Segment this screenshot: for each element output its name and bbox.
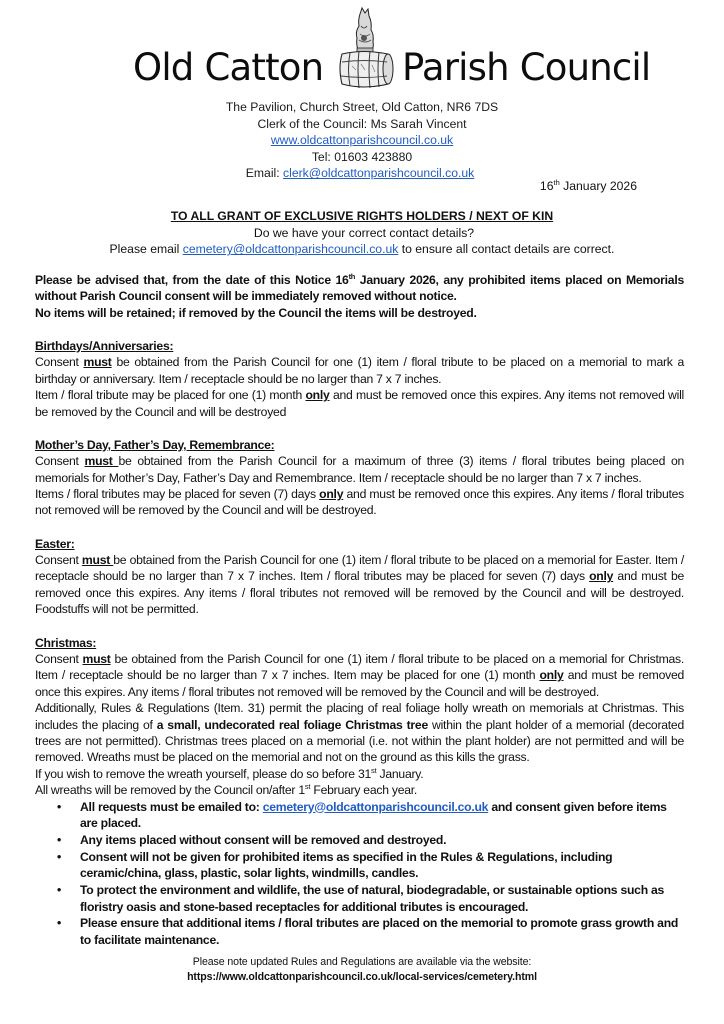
section-paragraph — [35, 651, 684, 700]
clerk-name: Clerk of the Council: Ms Sarah Vincent — [257, 116, 467, 131]
text: All wreaths will be removed by the Council on/after 1 — [35, 783, 305, 798]
date-suffix: th — [553, 177, 560, 187]
list-item — [35, 882, 684, 915]
emphasis: must — [84, 454, 119, 469]
section-paragraph — [35, 453, 684, 486]
text: be obtained from the Parish Council for a maximum of three (3) items / floral tributes being placed on memorials for Mother’s Day, Father’s Day and Remembrance. Item / receptacle should be no larger than 7 x 7 inches. — [35, 454, 685, 485]
text: All requests must be emailed to: — [80, 799, 263, 814]
text: Any items placed without consent will be removed and destroyed. — [80, 832, 447, 847]
text: and consent given before items are placed. — [80, 799, 667, 830]
footer — [0, 955, 724, 985]
date-day: 16 — [539, 179, 554, 193]
section-paragraph — [35, 782, 684, 798]
text: Items / floral tributes may be placed for seven (7) days — [35, 487, 320, 502]
ordinal-suffix: st — [304, 782, 311, 792]
masthead — [0, 0, 724, 96]
notice-date — [540, 178, 637, 194]
text: Consent — [35, 454, 85, 469]
emphasis: only — [539, 668, 564, 683]
contact-email-line — [0, 241, 724, 258]
rules-list — [35, 799, 684, 949]
emphasis: only — [305, 388, 330, 403]
bullet-icon: • — [57, 916, 62, 931]
intro-block — [35, 272, 684, 321]
email-pre: Please email — [109, 242, 183, 257]
section-birthdays — [35, 338, 684, 420]
text: within the plant holder of a memorial (decorated trees are not permitted). Christmas trees placed on a memorial (i.e. not within the plant holder) are not permitted and will be removed. Wreaths must be placed on the memorial and not on the ground as this kills the grass. — [35, 717, 684, 765]
intro-text: Please be advised that, from the date of this Notice 16 — [35, 273, 349, 287]
text: February each year. — [310, 783, 418, 798]
list-item — [35, 832, 684, 848]
text: Consent — [35, 355, 84, 370]
text: be obtained from the Parish Council for one (1) item / floral tribute to be placed on a memorial to mark a birthday or anniversary. Item / receptacle should be no larger than 7 x 7 inches. — [35, 355, 685, 386]
intro-retention: No items will be retained; if removed by the Council the items will be destroyed. — [35, 305, 477, 320]
text: To protect the environment and wildlife, the use of natural, biodegradable, or sustainable options such as floristry oasis and stone-based receptacles for additional tributes is encouraged. — [80, 883, 665, 914]
telephone: Tel: 01603 423880 — [311, 149, 413, 164]
emphasis: must — [82, 651, 111, 666]
list-item — [35, 915, 684, 948]
section-paragraph — [35, 766, 684, 782]
council-title-left: Old Catton — [133, 46, 324, 89]
section-mothers-fathers-remembrance — [35, 437, 684, 519]
cemetery-email-link[interactable]: cemetery@oldcattonparishcouncil.co.uk — [262, 799, 489, 814]
section-paragraph — [35, 486, 684, 519]
text: be obtained from the Parish Council for one (1) item / floral tribute to be placed on a memorial for Easter. Item / receptacle should be no larger than 7 x 7 inches. Item / floral tributes may be placed for seven (7) days — [35, 553, 684, 584]
cat-on-barrel-crest-icon — [330, 4, 398, 92]
section-title: Birthdays/Anniversaries: — [35, 339, 174, 354]
clerk-email-link[interactable]: clerk@oldcattonparishcouncil.co.uk — [283, 166, 475, 181]
contact-question: Do we have your correct contact details? — [253, 225, 475, 240]
notice-heading: TO ALL GRANT OF EXCLUSIVE RIGHTS HOLDERS / NEXT OF KIN — [170, 209, 554, 223]
emphasis: only — [319, 487, 344, 502]
text: Consent will not be given for prohibited items as specified in the Rules & Regulations, including ceramic/china, glass, plastic, solar lights, windmills, candles. — [80, 849, 613, 881]
notice-heading-block — [0, 208, 724, 258]
bullet-icon: • — [57, 849, 62, 864]
emphasis: must — [83, 355, 112, 370]
text: and must be removed once this expires. Any items / floral tributes not removed will be removed by the Council and will be destroyed. — [35, 668, 685, 699]
section-paragraph — [35, 387, 684, 420]
footer-note: Please note updated Rules and Regulations are available via the website: — [192, 956, 532, 968]
text: If you wish to remove the wreath yourself, please do so before 31 — [35, 766, 372, 781]
section-christmas — [35, 635, 684, 949]
section-title: Easter: — [35, 536, 75, 551]
website-link[interactable]: www.oldcattonparishcouncil.co.uk — [270, 133, 454, 148]
intro-text-rest: January 2026, any prohibited items placed on Memorials without Parish Council consent will be immediately removed without notice. — [35, 273, 684, 304]
bullet-icon: • — [57, 799, 62, 814]
rules-url-link[interactable]: https://www.oldcattonparishcouncil.co.uk/local-services/cemetery.html — [187, 971, 537, 983]
contact-block — [0, 99, 724, 182]
text: Consent — [35, 553, 82, 568]
bullet-icon: • — [57, 832, 62, 847]
emphasis: only — [589, 569, 614, 584]
intro-sup: th — [348, 271, 356, 281]
text: Item / floral tribute may be placed for one (1) month — [35, 388, 306, 403]
text: and must be removed once this expires. Any items / floral tributes not removed will be removed by the Council and will be destroyed. Foodstuffs will not be permitted. — [35, 569, 685, 617]
emphasis: a small, undecorated real foliage Christmas tree — [156, 717, 428, 732]
section-title: Christmas: — [35, 635, 97, 650]
text: be obtained from the Parish Council for one (1) item / floral tribute to be placed on a memorial for Christmas. Item / receptacle should be no larger than 7 x 7 inches. Item may be placed for one (1) month — [35, 651, 684, 683]
email-post: to ensure all contact details are correct. — [398, 242, 615, 257]
address: The Pavilion, Church Street, Old Catton, NR6 7DS — [225, 100, 499, 114]
section-paragraph — [35, 552, 684, 618]
section-paragraph — [35, 700, 684, 766]
list-item — [35, 799, 684, 832]
section-paragraph — [35, 354, 684, 387]
text: January. — [376, 766, 424, 781]
notice-body — [35, 272, 684, 948]
text: and must be removed once this expires. Any items / floral tributes not removed will be removed by the Council and will be destroyed. — [35, 487, 684, 518]
emphasis: must — [81, 553, 114, 568]
council-title-right: Parish Council — [402, 46, 651, 89]
section-easter — [35, 536, 684, 618]
text: Consent — [35, 651, 83, 666]
text: and must be removed once this expires. Any items not removed will be removed by the Council and will be destroyed — [35, 388, 684, 419]
list-item — [35, 849, 684, 882]
text: Additionally, Rules & Regulations (Item. 31) permit the placing of real foliage holly wreath on memorials at Christmas. This includes the placing of — [35, 701, 684, 732]
date-month-year: January 2026 — [559, 179, 637, 193]
intro-paragraph — [35, 272, 684, 305]
section-title: Mother’s Day, Father’s Day, Remembrance: — [35, 437, 275, 452]
bullet-icon: • — [57, 883, 62, 898]
cemetery-email-link[interactable]: cemetery@oldcattonparishcouncil.co.uk — [182, 242, 399, 257]
text: Please ensure that additional items / floral tributes are placed on the memorial to promote grass growth and to facilitate maintenance. — [80, 916, 679, 947]
ordinal-suffix: st — [371, 765, 377, 775]
email-label: Email: — [245, 166, 284, 181]
